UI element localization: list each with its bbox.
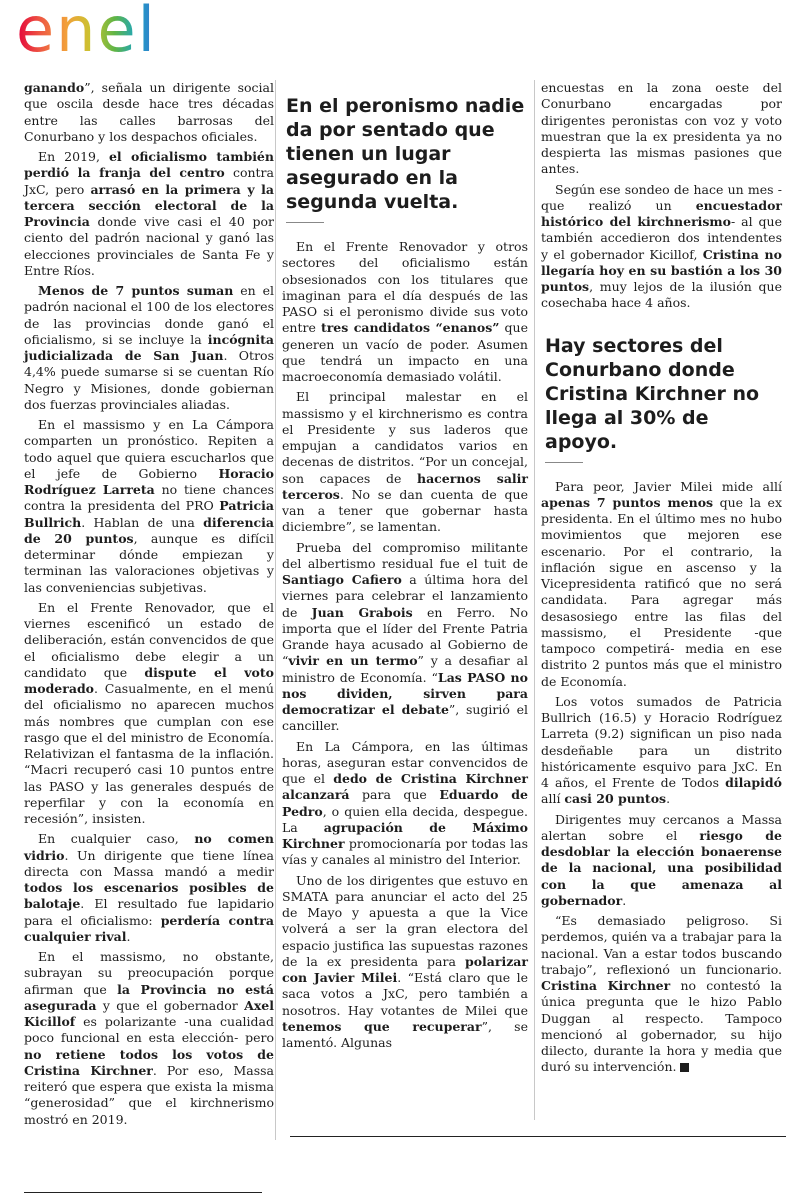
paragraph: En La Cámpora, en las últimas horas, aseguran estar convencidos de que el dedo de Cristina Kirchner alcanzará para que Eduardo de Pedro, o quien ella decida, despegue. La agrupación de Máximo Kirchner promocionaría por todas las vías y canales al ministro del Interior. xyxy=(282,738,528,868)
paragraph: Según ese sondeo de hace un mes -que realizó un encuestador histórico del kirchnerismo- al que también accedieron dos intendentes y el gobernador Kicillof, Cristina no llegaría hoy en su bastión a los 30 puntos, muy lejos de la ilusión que cosechaba hace 4 años. xyxy=(541,181,782,311)
article-column-3 xyxy=(541,80,782,1076)
pull-quote-headline: En el peronismo nadie da por sentado que tienen un lugar asegurado en la segunda vuelta. xyxy=(286,95,525,213)
article-column-2 xyxy=(282,80,528,1051)
column-divider-1 xyxy=(275,80,276,1140)
end-of-article-mark xyxy=(680,1063,689,1072)
enel-logo xyxy=(16,0,186,70)
paragraph: Prueba del compromiso militante del albertismo residual fue el tuit de Santiago Cafiero a última hora del viernes para celebrar el lanzamiento de Juan Grabois en Ferro. No importa que el líder del Frente Patria Grande haya acusado al Gobierno de “vivir en un termo” y a desafiar al ministro de Economía. “Las PASO no nos dividen, sirven para democratizar el debate”, sugirió el canciller. xyxy=(282,539,529,734)
paragraph: Dirigentes muy cercanos a Massa alertan sobre el riesgo de desdoblar la elección bonaerense de la nacional, una posibilidad con la que amenaza al gobernador. xyxy=(541,811,782,908)
paragraph: Para peor, Javier Milei mide allí apenas 7 puntos menos que la ex presidenta. En el último mes no hubo movimientos que mejoren ese escenario. Por el contrario, la inflación sigue en ascenso y la Vicepresidenta ratificó que no será candidata. Para agregar más desasosiego entre las filas del massismo, el Presidente -que tampoco competirá- media en ese distrito 2 puntos más que el ministro de Economía. xyxy=(541,478,782,689)
pull-quote-headline: Hay sectores del Conurbano donde Cristina Kirchner no llega al 30% de apoyo. xyxy=(545,334,760,453)
paragraph: En el massismo, no obstante, subrayan su preocupación porque afirman que la Provincia no está asegurada y que el gobernador Axel Kicillof es polarizante -una cualidad poco funcional en esta elección- pero no retiene todos los votos de Cristina Kirchner. Por eso, Massa reiteró que espera que exista la misma “generosidad” que el kirchnerismo mostró en 2019. xyxy=(24,949,274,1127)
headline-rule xyxy=(545,462,583,463)
column-divider-2 xyxy=(534,80,535,1120)
bottom-rule-right xyxy=(290,1136,786,1137)
paragraph: Menos de 7 puntos suman en el padrón nacional el 100 de los electores de las provincias donde ganó el oficialismo, si se incluye la incógnita judicializada de San Juan. Otros 4,4% puede sumarse si se cuentan Río Negro y Misiones, donde gobiernan dos fuerzas provinciales aliadas. xyxy=(24,283,274,412)
paragraph: En el Frente Renovador, que el viernes escenificó un estado de deliberación, están convencidos de que el oficialismo debe elegir a un candidato que dispute el voto moderado. Casualmente, en el menú del oficialismo no aparecen muchos más nombres que cumplan con ese rasgo que el del ministro de Economía. Relativizan el fantasma de la inflación. “Macri recuperó casi 10 puntos entre las PASO y las generales después de reperfilar y con la economía en recesión”, insisten. xyxy=(24,599,275,826)
paragraph: En 2019, el oficialismo también perdió la franja del centro contra JxC, pero arrasó en la primera y la tercera sección electoral de la Provincia donde vive casi el 40 por ciento del padrón nacional y ganó las elecciones provinciales de Santa Fe y Entre Ríos. xyxy=(24,149,275,278)
paragraph: El principal malestar en el massismo y el kirchnerismo es contra el Presidente y sus laderos que empujan a candidatos varios en decenas de distritos. “Por un concejal, son capaces de hacernos salir terceros. No se dan cuenta de que van a tener que gobernar hasta diciembre”, se lamentan. xyxy=(282,389,529,535)
paragraph: encuestas en la zona oeste del Conurbano encargadas por dirigentes peronistas con voz y voto muestran que la ex presidenta ya no despierta las mismas pasiones que antes. xyxy=(541,80,782,177)
paragraph: En cualquier caso, no comen vidrio. Un dirigente que tiene línea directa con Massa mandó a medir todos los escenarios posibles de balotaje. El resultado fue lapidario para el oficialismo: perdería contra cualquier rival. xyxy=(24,831,274,944)
paragraph: En el massismo y en La Cámpora comparten un pronóstico. Repiten a todo aquel que quiera escucharlos que el jefe de Gobierno Horacio Rodríguez Larreta no tiene chances contra la presidenta del PRO Patricia Bullrich. Hablan de una diferencia de 20 puntos, aunque es difícil determinar dónde empiezan y terminan las valoraciones objetivas y las conveniencias subjetivas. xyxy=(24,417,275,595)
paragraph: En el Frente Renovador y otros sectores del oficialismo están obsesionados con los titulares que imaginan para el día después de las PASO si el peronismo divide sus voto entre tres candidatos “enanos” que generen un vacío de poder. Asumen que tendrá un impacto en una macroeconomía demasiado volátil. xyxy=(282,239,528,384)
article-column-1 xyxy=(24,80,274,1128)
paragraph: “Es demasiado peligroso. Si perdemos, quién va a trabajar para la nacional. Van a estar todos buscando trabajo”, reflexionó un funcionario. Cristina Kirchner no contestó la única pregunta que le hizo Pablo Duggan al respecto. Tampoco mencionó al gobernador, su hijo dilecto, durante la hora y media que duró su intervención. xyxy=(541,913,782,1075)
logo-wordmark: enel xyxy=(16,0,157,66)
headline-rule xyxy=(286,222,324,223)
bottom-rule-left xyxy=(24,1192,262,1193)
paragraph: Los votos sumados de Patricia Bullrich (16.5) y Horacio Rodríguez Larreta (9.2) significan un piso nada desdeñable para un distrito históricamente esquivo para JxC. En 4 años, el Frente de Todos dilapidó allí casi 20 puntos. xyxy=(541,693,782,807)
paragraph: ganando”, señala un dirigente social que oscila desde hace tres décadas entre las calles barrosas del Conurbano y los despachos oficiales. xyxy=(24,80,274,144)
paragraph: Uno de los dirigentes que estuvo en SMATA para anunciar el acto del 25 de Mayo y apuesta a que la Vice volverá a ser la gran electora del espacio justifica las supuestas razones de la ex presidenta para polarizar con Javier Milei. “Está claro que le saca votos a JxC, pero también a nosotros. Hay votantes de Milei que tenemos que recuperar”, se lamentó. Algunas xyxy=(282,872,528,1050)
